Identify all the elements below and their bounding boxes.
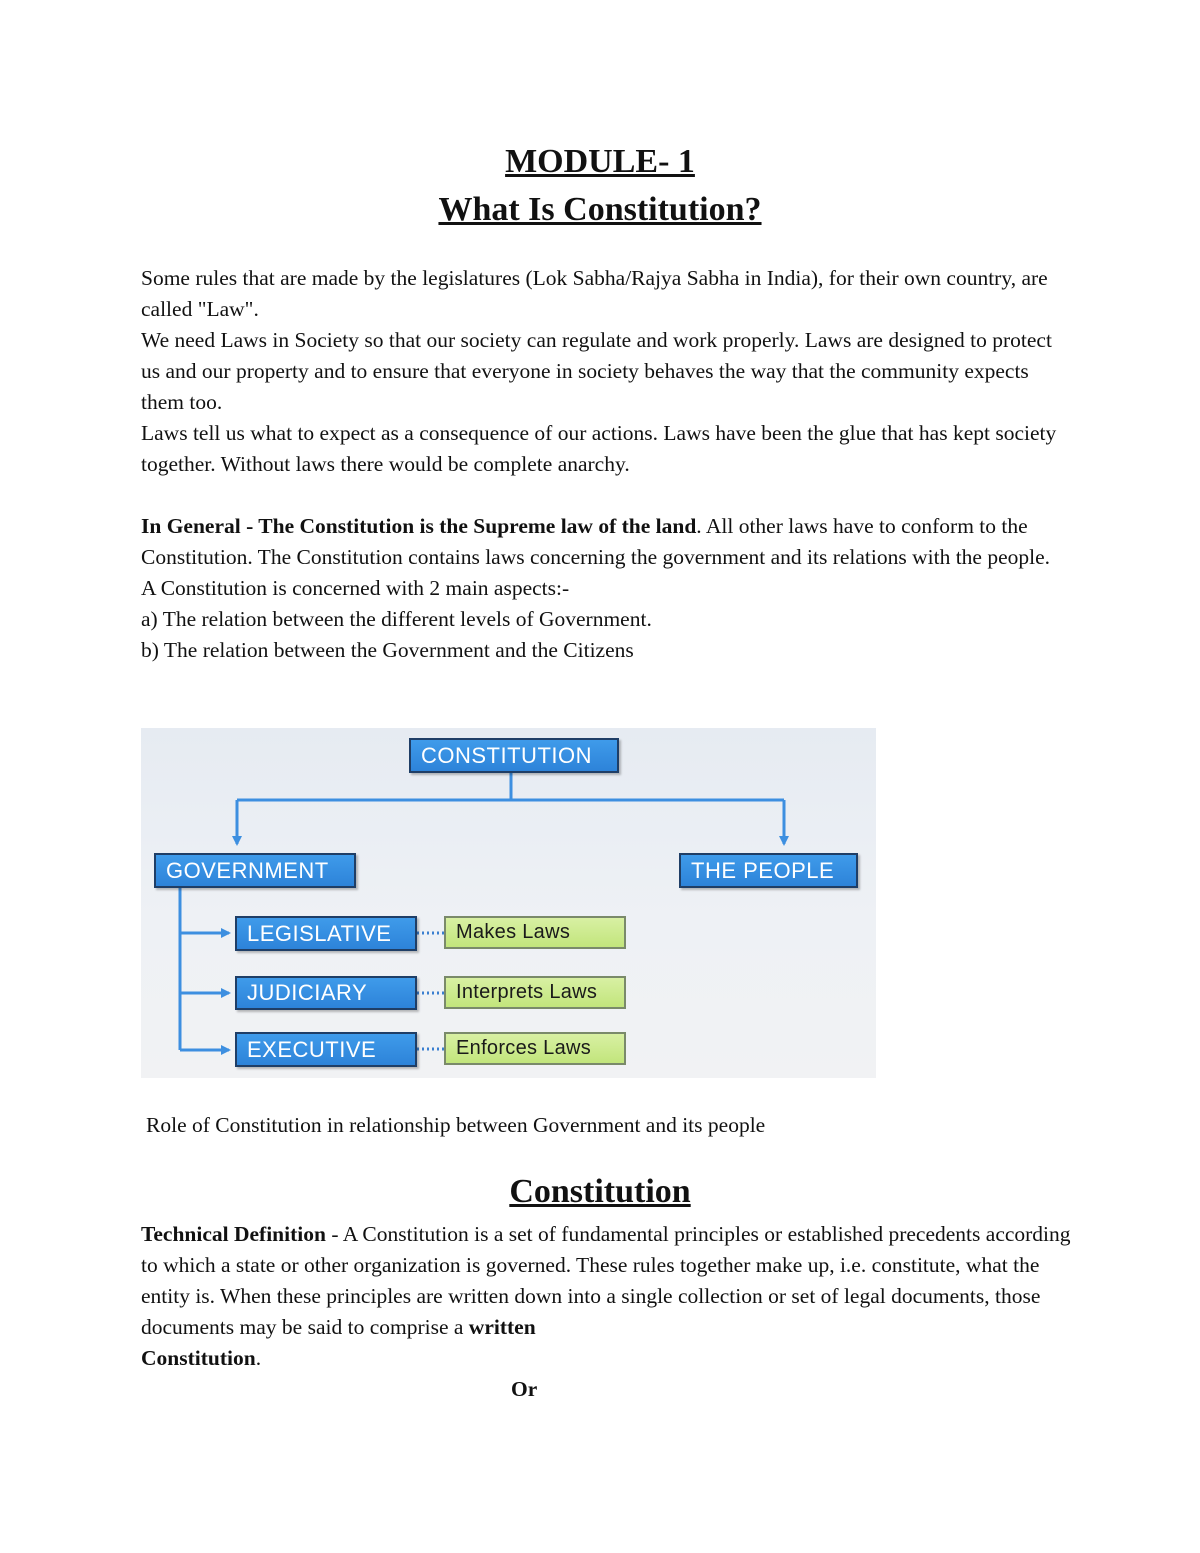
written-word: written: [468, 1315, 536, 1339]
page-title: What Is Constitution?: [438, 191, 762, 228]
definition-text: A Constitution is a set of fundamental principles or established precedents according to which a state or other organization is governed. These rules together make up, i.e. constitute, what the entity is. When these principles are written down into a single collection or set of legal documents, those documents may be said to comprise a: [141, 1222, 1071, 1339]
general-section: [141, 511, 1071, 666]
section-heading: Constitution: [509, 1173, 691, 1210]
general-label: In General: [141, 514, 241, 538]
intro-paragraph-2: We need Laws in Society so that our society can regulate and work properly. Laws are designed to protect us and our property and to ensure that everyone in society behaves the way that the community expects them too.: [141, 328, 1052, 414]
constitution-word: Constitution: [141, 1346, 256, 1370]
makes-laws-box: Makes Laws: [444, 916, 626, 949]
constitution-diagram: [141, 728, 876, 1078]
legislative-box: LEGISLATIVE: [235, 916, 417, 951]
judiciary-box: JUDICIARY: [235, 976, 417, 1010]
technical-definition-label: Technical Definition: [141, 1222, 326, 1246]
general-paragraph: [141, 511, 1071, 573]
module-heading: MODULE- 1: [505, 143, 695, 180]
or-separator: Or: [511, 1377, 538, 1401]
interprets-laws-box: Interprets Laws: [444, 976, 626, 1009]
general-separator: -: [240, 514, 259, 538]
executive-box: EXECUTIVE: [235, 1032, 417, 1067]
enforces-laws-box: Enforces Laws: [444, 1032, 626, 1065]
government-box: GOVERNMENT: [154, 853, 356, 888]
intro-section: [141, 263, 1071, 480]
definition-separator: -: [325, 1222, 343, 1246]
diagram-caption: Role of Constitution in relationship between Government and its people: [146, 1113, 766, 1137]
general-rest: . All other laws have to conform to the Constitution. The Constitution contains laws concerning the government and its relations with the people.: [141, 514, 1051, 569]
aspects-intro: A Constitution is concerned with 2 main aspects:-: [141, 576, 570, 600]
constitution-box: CONSTITUTION: [409, 738, 619, 773]
aspect-a: a) The relation between the different levels of Government.: [141, 607, 652, 631]
intro-paragraph-3: Laws tell us what to expect as a consequence of our actions. Laws have been the glue that has kept society together. Without laws there would be complete anarchy.: [141, 421, 1057, 476]
supreme-law-statement: The Constitution is the Supreme law of the land: [258, 514, 697, 538]
definition-period: .: [255, 1346, 262, 1370]
intro-paragraph-1: Some rules that are made by the legislatures (Lok Sabha/Rajya Sabha in India), for their own country, are called "Law".: [141, 266, 1048, 321]
the-people-box: THE PEOPLE: [679, 853, 858, 888]
diagram-connectors: [141, 728, 876, 1078]
technical-definition-paragraph: [141, 1219, 1071, 1374]
aspect-b: b) The relation between the Government and the Citizens: [141, 638, 634, 662]
